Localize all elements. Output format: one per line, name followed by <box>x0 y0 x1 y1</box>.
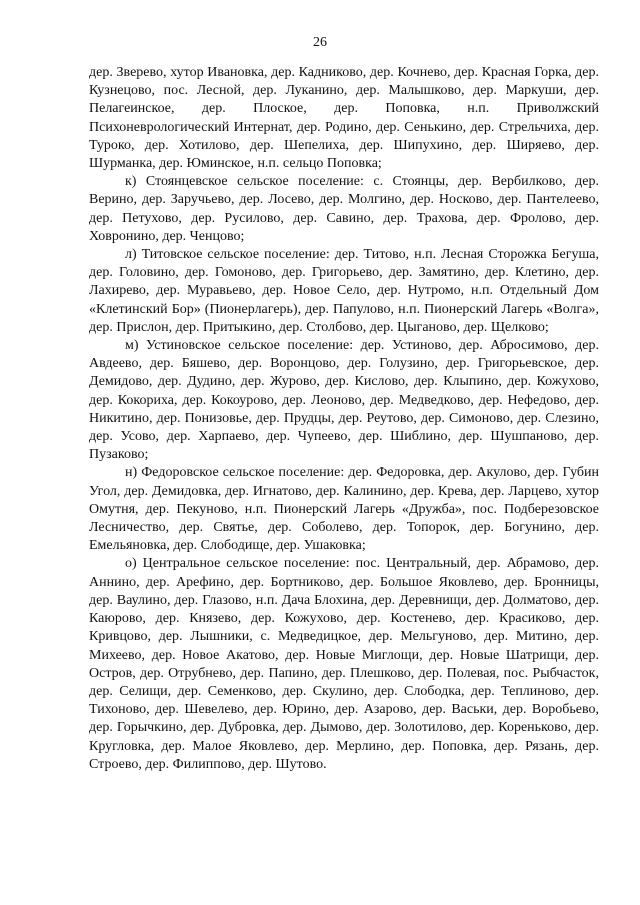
page-number: 26 <box>313 35 327 50</box>
paragraph-l-titovskoe: л) Титовское сельское поселение: дер. Титово, н.п. Лесная Сторожка Бегуша, дер. Головино, дер. Гомоново, дер. Григорьево, дер. Замятино, дер. Клетино, дер. Лахирево, дер. Муравьево, дер. Новое Село, дер. Нутромо, н.п. Отдельный Дом «Клетинский Бор» (Пионерлагерь), дер. Папулово, н.п. Пионерский Лагерь «Волга», дер. Прислон, дер. Притыкино, дер. Столбово, дер. Цыганово, дер. Щелково; <box>89 247 599 335</box>
paragraph-continuation: дер. Зверево, хутор Ивановка, дер. Кадниково, дер. Кочнево, дер. Красная Горка, дер. Кузнецово, пос. Лесной, дер. Луканино, дер. Малышково, дер. Маркуши, дер. Пелагеинское, дер. Плоское, дер. Поповка, н.п. Приволжский Психоневрологический Интернат, дер. Родино, дер. Сенькино, дер. Стрельчиха, дер. Туроко, дер. Хотилово, дер. Шепелиха, дер. Шипухино, дер. Ширяево, дер. Шурманка, дер. Юминское, н.п. сельцо Поповка; <box>89 65 599 172</box>
body-text <box>89 64 599 774</box>
paragraph-o-tsentralnoe: о) Центральное сельское поселение: пос. Центральный, дер. Абрамово, дер. Аннино, дер. Арефино, дер. Бортниково, дер. Большое Яковлево, дер. Бронницы, дер. Ваулино, дер. Глазово, н.п. Дача Блохина, дер. Деревнищи, дер. Долматово, дер. Каюрово, дер. Князево, дер. Кожухово, дер. Костенево, дер. Красиково, дер. Кривцово, дер. Лышники, с. Медведицкое, дер. Мельгуново, дер. Митино, дер. Михеево, дер. Новое Акатово, дер. Новые Миглощи, дер. Новые Шатрищи, дер. Остров, дер. Отрубнево, дер. Папино, дер. Плешково, дер. Полевая, пос. Рыбчасток, дер. Селищи, дер. Семенково, дер. Скулино, дер. Слободка, дер. Теплиново, дер. Тихоново, дер. Шевелево, дер. Юрино, дер. Азарово, дер. Васьки, дер. Воробьево, дер. Горычкино, дер. Дубровка, дер. Дымово, дер. Золотилово, дер. Кореньково, дер. Кругловка, дер. Малое Яковлево, дер. Мерлино, дер. Поповка, дер. Рязань, дер. Строево, дер. Филиппово, дер. Шутово. <box>89 556 599 772</box>
paragraph-n-fedorovskoe: н) Федоровское сельское поселение: дер. Федоровка, дер. Акулово, дер. Губин Угол, дер. Демидовка, дер. Игнатово, дер. Калинино, дер. Крева, дер. Ларцево, хутор Омутня, дер. Пекуново, н.п. Пионерский Лагерь «Дружба», пос. Подберезовское Лесничество, дер. Святье, дер. Соболево, дер. Топорок, дер. Богунино, дер. Емельяновка, дер. Слободище, дер. Ушаковка; <box>89 465 599 554</box>
paragraph-k-stoyantsevskoe: к) Стоянцевское сельское поселение: с. Стоянцы, дер. Вербилково, дер. Верино, дер. Заручьево, дер. Лосево, дер. Молгино, дер. Носково, дер. Пантелеево, дер. Петухово, дер. Русилово, дер. Савино, дер. Трахова, дер. Фролово, дер. Ховронино, дер. Ченцово; <box>89 174 599 244</box>
paragraph-m-ustinovskoe: м) Устиновское сельское поселение: дер. Устиново, дер. Абросимово, дер. Авдеево, дер. Бяшево, дер. Воронцово, дер. Голузино, дер. Григорьевское, дер. Демидово, дер. Дудино, дер. Журово, дер. Кислово, дер. Клыпино, дер. Кожухово, дер. Кокориха, дер. Кокоурово, дер. Леоново, дер. Медведково, дер. Нефедово, дер. Никитино, дер. Понизовье, дер. Прудцы, дер. Реутово, дер. Симоново, дер. Слезино, дер. Усово, дер. Харпаево, дер. Чупеево, дер. Шиблино, дер. Шушпаново, дер. Пузаково; <box>89 338 599 463</box>
